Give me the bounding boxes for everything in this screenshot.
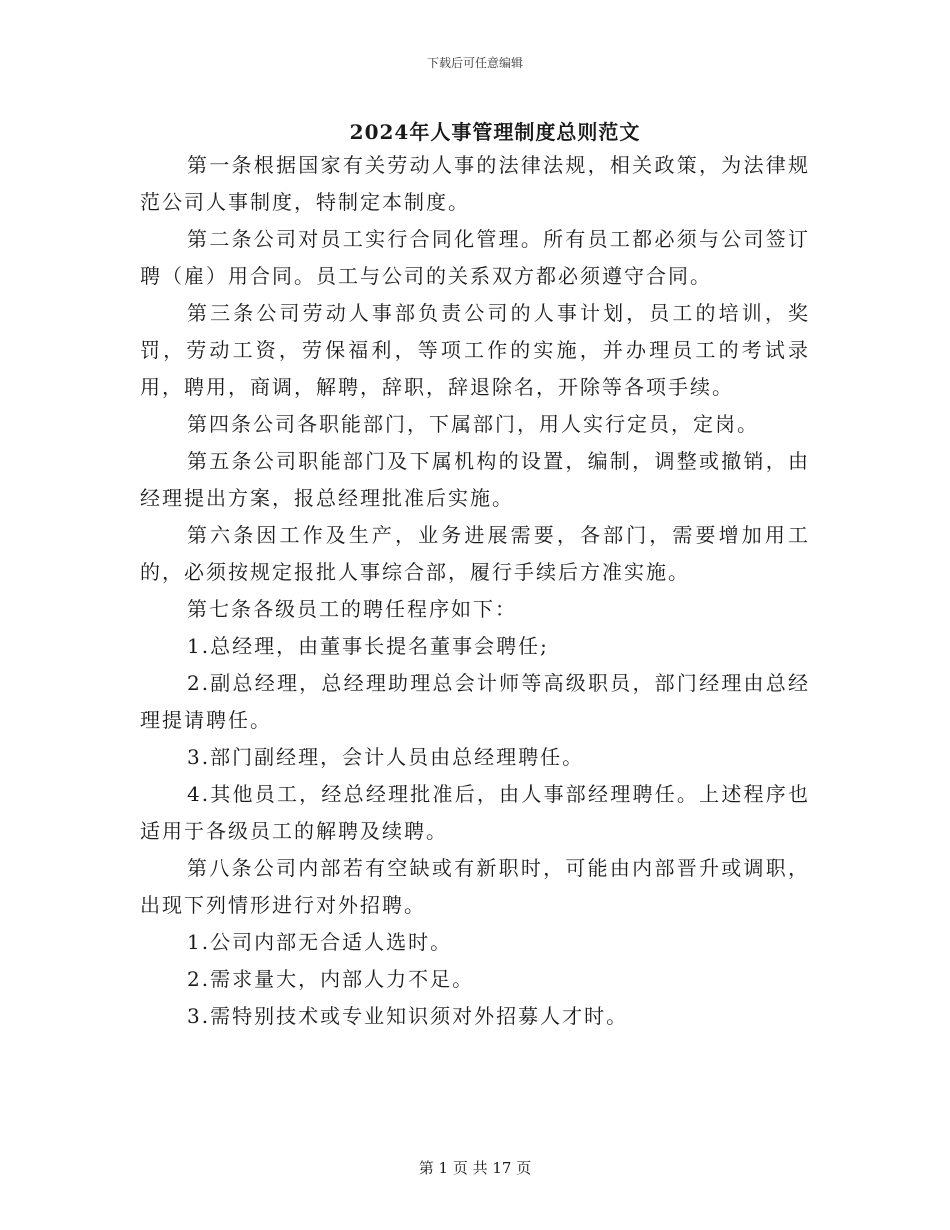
list-item-appointment-2: 2.副总经理，总经理助理总会计师等高级职员，部门经理由总经理提请聘任。	[140, 671, 810, 732]
paragraph-article-3: 第三条公司劳动人事部负责公司的人事计划，员工的培训，奖罚，劳动工资，劳保福利，等项工作的实施，并办理员工的考试录用，聘用，商调，解聘，辞职，辞退除名，开除等各项手续。	[140, 301, 810, 399]
list-item-appointment-1: 1.总经理，由董事长提名董事会聘任;	[187, 634, 549, 658]
document-body	[140, 147, 810, 1035]
paragraph-article-5: 第五条公司职能部门及下属机构的设置，编制，调整或撤销，由经理提出方案，报总经理批准后实施。	[140, 449, 810, 510]
paragraph-article-1: 第一条根据国家有关劳动人事的法律法规，相关政策，为法律规范公司人事制度，特制定本制度。	[140, 153, 810, 214]
paragraph-article-6: 第六条因工作及生产，业务进展需要，各部门，需要增加用工的，必须按规定报批人事综合部，履行手续后方准实施。	[140, 523, 810, 584]
document-title: 2024年人事管理制度总则范文	[349, 120, 641, 144]
paragraph-article-2: 第二条公司对员工实行合同化管理。所有员工都必须与公司签订聘（雇）用合同。员工与公司的关系双方都必须遵守合同。	[140, 227, 810, 288]
paragraph-article-4: 第四条公司各职能部门，下属部门，用人实行定员，定岗。	[187, 412, 759, 436]
list-item-recruitment-1: 1.公司内部无合适人选时。	[187, 930, 453, 954]
list-item-appointment-4: 4.其他员工，经总经理批准后，由人事部经理聘任。上述程序也适用于各级员工的解聘及续聘。	[140, 782, 810, 843]
paragraph-article-7: 第七条各级员工的聘任程序如下：	[187, 597, 517, 621]
list-item-recruitment-3: 3.需特别技术或专业知识须对外招募人才时。	[187, 1004, 629, 1028]
paragraph-article-8: 第八条公司内部若有空缺或有新职时，可能由内部晋升或调职，出现下列情形进行对外招聘。	[140, 856, 810, 917]
page-header-note: 下载后可任意编辑	[426, 56, 523, 70]
list-item-recruitment-2: 2.需求量大，内部人力不足。	[187, 967, 475, 991]
list-item-appointment-3: 3.部门副经理，会计人员由总经理聘任。	[187, 745, 585, 769]
page-number-footer: 第 1 页 共 17 页	[418, 1159, 532, 1177]
